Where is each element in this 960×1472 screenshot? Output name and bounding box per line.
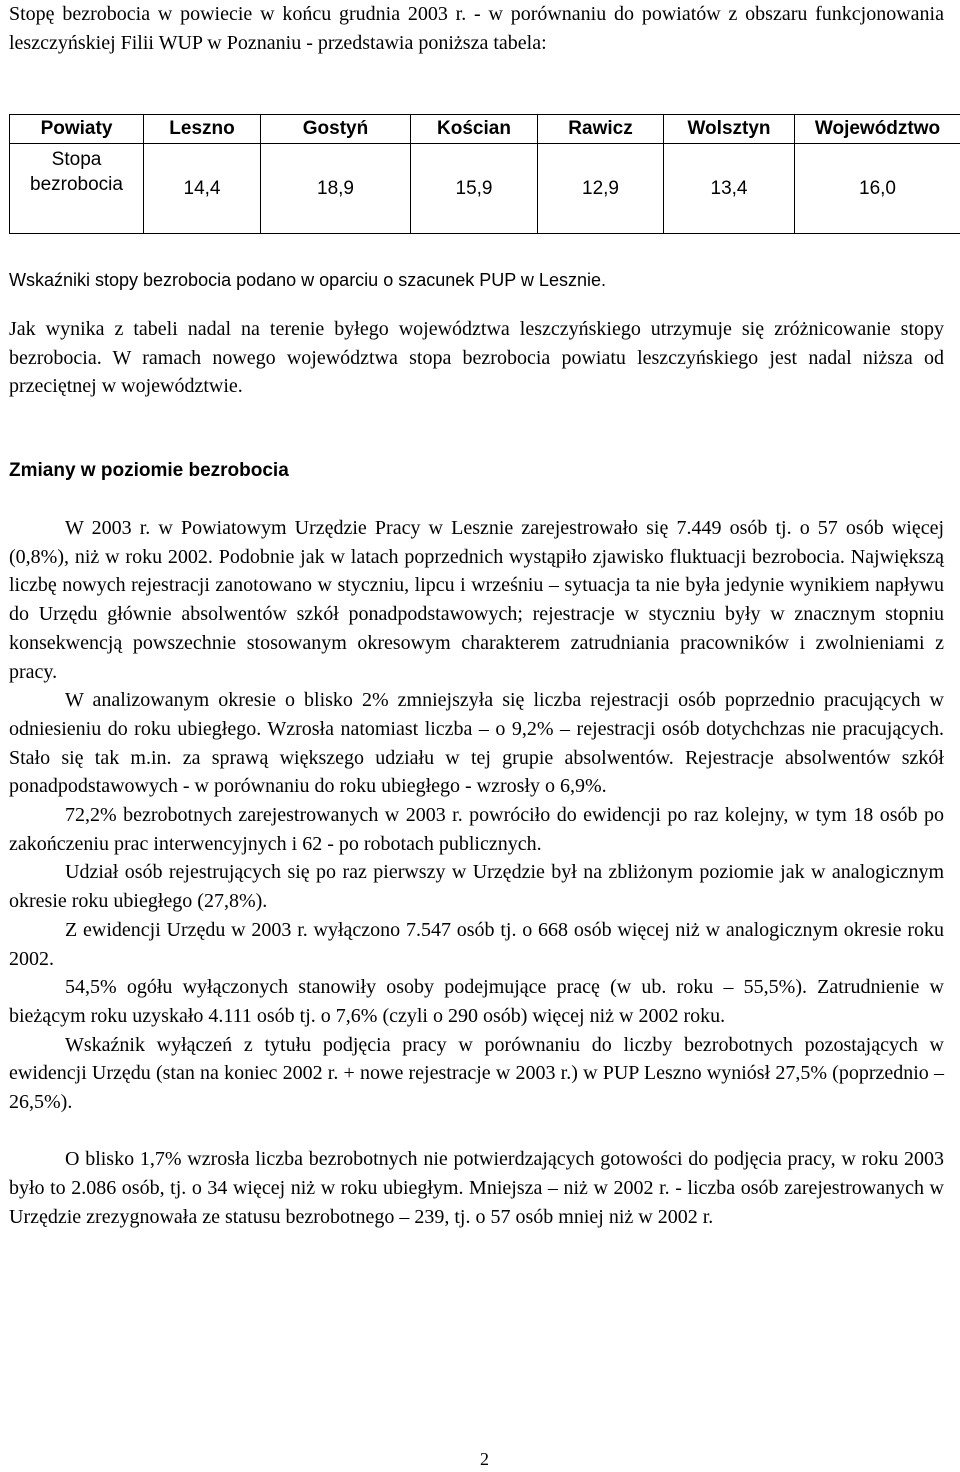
column-header: Kościan bbox=[411, 115, 538, 144]
body-paragraph: O blisko 1,7% wzrosła liczba bezrobotnych nie potwierdzających gotowości do podjęcia pracy, w roku 2003 było to 2.086 osób, tj. o 34 więcej niż w roku ubiegłym. Mniejsza – niż w 2002 r. - liczba osób zarejestrowanych w Urzędzie zrezygnowała ze statusu bezrobotnego – 239, tj. o 57 osób mniej niż w 2002 r. bbox=[9, 1148, 944, 1228]
column-header: Gostyń bbox=[261, 115, 411, 144]
body-paragraph: 72,2% bezrobotnych zarejestrowanych w 2003 r. powróciło do ewidencji po raz kolejny, w tym 18 osób po zakończeniu prac interwencyjnych i 62 - po robotach publicznych. bbox=[9, 804, 944, 855]
row-label-line: Stopa bbox=[51, 149, 102, 170]
table-cell: 16,0 bbox=[795, 144, 960, 234]
body-paragraph: W 2003 r. w Powiatowym Urzędzie Pracy w Lesznie zarejestrowało się 7.449 osób tj. o 57 osób więcej (0,8%), niż w roku 2002. Podobnie jak w latach poprzednich wystąpiło zjawisko fluktuacji bezrobocia. Największą liczbę nowych rejestracji zanotowano w styczniu, lipcu i wrześniu – sytuacja ta nie była jedynie wynikiem napływu do Urzędu głównie absolwentów szkół ponadpodstawowych; rejestracje w styczniu były w znacznym stopniu konsekwencją powszechnie stosowanym okresowym charakterem zatrudniania pracowników i zwolnieniami z pracy. bbox=[9, 517, 944, 683]
section-body bbox=[9, 514, 944, 1232]
column-header: Rawicz bbox=[538, 115, 664, 144]
column-header: Leszno bbox=[144, 115, 261, 144]
paragraph-spacer bbox=[9, 1117, 944, 1146]
unemployment-rate-table bbox=[9, 114, 960, 234]
body-paragraph: W analizowanym okresie o blisko 2% zmniejszyła się liczba rejestracji osób poprzednio pracujących w odniesieniu do roku ubiegłego. Wzrosła natomiast liczba – o 9,2% – rejestracji osób dotychchzas nie pracujących. Stało się tak m.in. za sprawą większego udziału w tej grupie absolwentów. Rejestracje absolwentów szkół ponadpodstawowych - w porównaniu do roku ubiegłego - wzrosły o 6,9%. bbox=[9, 689, 944, 798]
table-cell: 15,9 bbox=[411, 144, 538, 234]
body-paragraph: 54,5% ogółu wyłączonych stanowiły osoby podejmujące pracę (w ub. roku – 55,5%). Zatrudnienie w bieżącym roku uzyskało 4.111 osób tj. o 7,6% (czyli o 290 osób) więcej niż w 2002 roku. bbox=[9, 976, 944, 1027]
page-number: 2 bbox=[480, 1449, 489, 1469]
body-paragraph: Wskaźnik wyłączeń z tytułu podjęcia pracy w porównaniu do liczby bezrobotnych pozostających w ewidencji Urzędu (stan na koniec 2002 r. + nowe rejestracje w 2003 r.) w PUP Leszno wyniósł 27,5% (poprzednio – 26,5%). bbox=[9, 1033, 944, 1114]
table-cell: 14,4 bbox=[144, 144, 261, 234]
table-note: Wskaźniki stopy bezrobocia podano w oparciu o szacunek PUP w Lesznie. bbox=[9, 270, 606, 290]
column-header: Powiaty bbox=[10, 115, 144, 144]
row-label-line: bezrobocia bbox=[30, 174, 123, 195]
table-row bbox=[10, 144, 960, 234]
section-heading: Zmiany w poziomie bezrobocia bbox=[9, 460, 289, 481]
row-label bbox=[10, 144, 144, 234]
table-cell: 18,9 bbox=[261, 144, 411, 234]
body-paragraph: Z ewidencji Urzędu w 2003 r. wyłączono 7.547 osób tj. o 668 osób więcej niż w analogicznym okresie roku 2002. bbox=[9, 918, 944, 970]
intro-paragraph: Stopę bezrobocia w powiecie w końcu grudnia 2003 r. - w porównaniu do powiatów z obszaru funkcjonowania leszczyńskiej Filii WUP w Poznaniu - przedstawia poniższa tabela: bbox=[9, 3, 944, 54]
body-paragraph: Udział osób rejestrujących się po raz pierwszy w Urzędzie był na zbliżonym poziomie jak w analogicznym okresie roku ubiegłego (27,8%). bbox=[9, 861, 944, 913]
analysis-paragraph: Jak wynika z tabeli nadal na terenie byłego województwa leszczyńskiego utrzymuje się zróżnicowanie stopy bezrobocia. W ramach nowego województwa stopa bezrobocia powiatu leszczyńskiego jest nadal niższa od przeciętnej w województwie. bbox=[9, 318, 944, 398]
table-cell: 13,4 bbox=[664, 144, 795, 234]
table-header-row bbox=[10, 115, 960, 144]
column-header: Województwo bbox=[795, 115, 960, 144]
column-header: Wolsztyn bbox=[664, 115, 795, 144]
table-cell: 12,9 bbox=[538, 144, 664, 234]
